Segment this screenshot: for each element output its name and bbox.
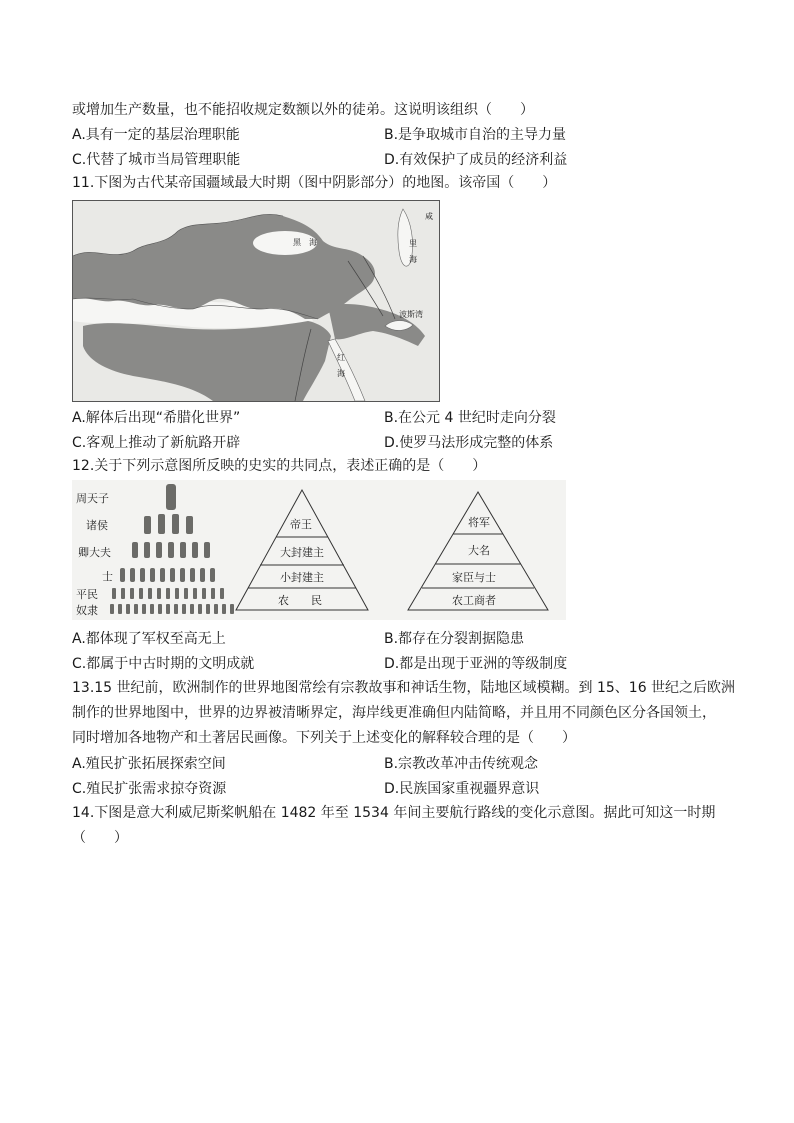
q13-option-a: A.殖民扩张拓展探索空间 [72, 756, 226, 772]
japan-label-shogun: 将军 [468, 516, 490, 529]
q10-stem: 或增加生产数量，也不能招收规定数额以外的徒弟。这说明该组织（ ） [72, 102, 534, 118]
q13-option-c: C.殖民扩张需求掠夺资源 [72, 781, 227, 797]
q12-stem: 12.关于下列示意图所反映的史实的共同点，表述正确的是（ ） [72, 458, 487, 474]
q13-stem-line-2: 制作的世界地图中，世界的边界被清晰界定，海岸线更准确但内陆简略，并且用不同颜色区分各国领土， [72, 705, 716, 721]
map-label-corner: 咸 [425, 212, 433, 221]
q12-option-b: B.都存在分裂割据隐患 [384, 631, 525, 647]
q14-stem-line-1: 14.下图是意大利威尼斯桨帆船在 1482 年至 1534 年间主要航行路线的变化示意图。据此可知这一时期 [72, 805, 716, 821]
map-label-gulf: 波斯湾 [399, 310, 423, 319]
japan-label-commoners: 农工商者 [452, 594, 496, 607]
europe-label-lesser-lords: 小封建主 [280, 571, 324, 584]
zhou-label-king: 周天子 [76, 492, 109, 505]
q13-stem-line-1: 13.15 世纪前，欧洲制作的世界地图常绘有宗教故事和神话生物，陆地区域模糊。到 15、16 世纪之后欧洲 [72, 680, 736, 696]
zhou-label-shi: 士 [102, 570, 113, 583]
q10-option-d: D.有效保护了成员的经济利益 [384, 152, 568, 168]
q11-option-d: D.使罗马法形成完整的体系 [384, 435, 554, 451]
empire-map [72, 200, 440, 402]
q12-option-d: D.都是出现于亚洲的等级制度 [384, 656, 568, 672]
q14-stem-line-2: （ ） [72, 830, 128, 846]
q12-option-c: C.都属于中古时期的文明成就 [72, 656, 255, 672]
q11-option-b: B.在公元 4 世纪时走向分裂 [384, 410, 556, 426]
q10-option-a: A.具有一定的基层治理职能 [72, 127, 240, 143]
map-label-red-sea: 红 海 [336, 353, 346, 377]
zhou-label-commoners: 平民 [76, 588, 98, 601]
europe-label-peasants: 农 民 [278, 594, 322, 607]
europe-label-king: 帝王 [290, 518, 312, 531]
q11-option-c: C.客观上推动了新航路开辟 [72, 435, 241, 451]
japan-label-daimyo: 大名 [468, 544, 490, 557]
hierarchy-figures [72, 480, 566, 620]
figurine-icons [110, 484, 234, 614]
europe-label-great-lords: 大封建主 [280, 546, 324, 559]
zhou-hierarchy-diagram [76, 484, 234, 617]
q13-option-b: B.宗教改革冲击传统观念 [384, 756, 539, 772]
zhou-label-slaves: 奴隶 [76, 604, 98, 617]
q10-option-b: B.是争取城市自治的主导力量 [384, 127, 567, 143]
hierarchy-svg [72, 480, 566, 620]
q11-stem: 11.下图为古代某帝国疆域最大时期（图中阴影部分）的地图。该帝国（ ） [72, 175, 557, 191]
map-label-caspian: 里 海 [408, 239, 418, 263]
empire-map-svg [73, 201, 439, 401]
q12-option-a: A.都体现了军权至高无上 [72, 631, 226, 647]
map-label-black-sea: 黑 海 [293, 238, 317, 247]
q10-option-c: C.代替了城市当局管理职能 [72, 152, 241, 168]
q13-option-d: D.民族国家重视疆界意识 [384, 781, 540, 797]
zhou-label-ministers: 卿大夫 [78, 546, 111, 559]
zhou-label-lords: 诸侯 [86, 519, 108, 532]
q13-stem-line-3: 同时增加各地物产和土著居民画像。下列关于上述变化的解释较合理的是（ ） [72, 730, 576, 746]
q11-option-a: A.解体后出现“希腊化世界” [72, 410, 241, 426]
japan-label-retainers: 家臣与士 [452, 571, 496, 584]
